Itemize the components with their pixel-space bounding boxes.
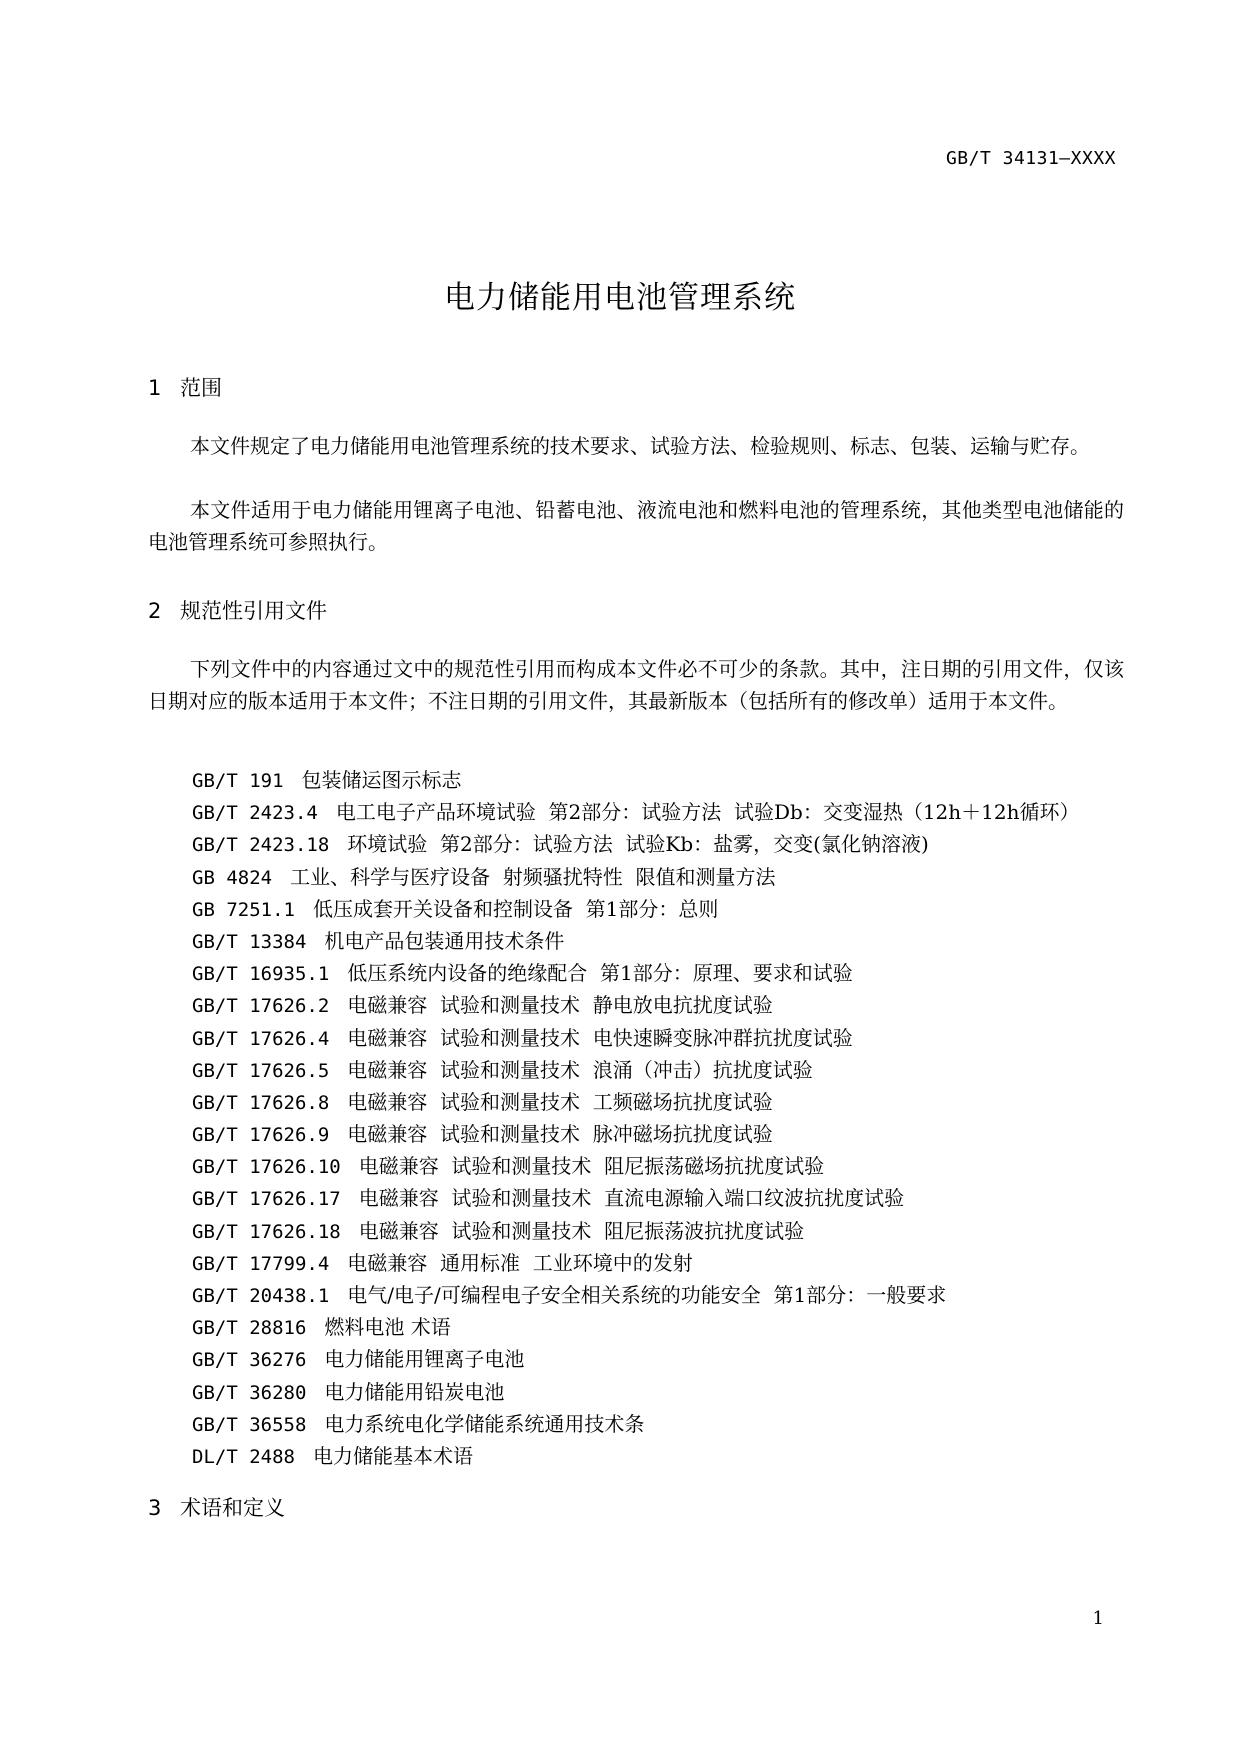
reference-title: 电力储能基本术语 <box>312 1443 473 1468</box>
reference-title: 电工电子产品环境试验 第2部分：试验方法 试验Db：交变湿热（12h＋12h循环） <box>335 800 1080 825</box>
reference-list <box>192 764 1080 1472</box>
reference-title: 电力系统电化学储能系统通用技术条 <box>324 1411 645 1436</box>
reference-code: GB 4824 <box>192 866 273 889</box>
reference-code: GB/T 17799.4 <box>192 1252 330 1275</box>
section-number: 3 <box>148 1496 162 1520</box>
reference-code: GB/T 13384 <box>192 930 307 953</box>
reference-title: 电磁兼容 试验和测量技术 直流电源输入端口纹波抗扰度试验 <box>358 1186 905 1211</box>
reference-title: 电磁兼容 试验和测量技术 阻尼振荡波抗扰度试验 <box>358 1218 805 1243</box>
section-heading-scope <box>148 372 222 402</box>
reference-item <box>192 1376 1080 1408</box>
reference-code: GB/T 28816 <box>192 1317 307 1340</box>
reference-item <box>192 1182 1080 1214</box>
reference-item <box>192 1054 1080 1086</box>
reference-title: 机电产品包装通用技术条件 <box>324 928 565 953</box>
section-title: 术语和定义 <box>180 1496 285 1520</box>
reference-item <box>192 796 1080 828</box>
reference-code: GB/T 17626.4 <box>192 1027 330 1050</box>
reference-item <box>192 1022 1080 1054</box>
references-intro-paragraph: 下列文件中的内容通过文中的规范性引用而构成本文件必不可少的条款。其中，注日期的引用文件，仅该日期对应的版本适用于本文件；不注日期的引用文件，其最新版本（包括所有的修改单）适用于本文件。 <box>148 657 1124 713</box>
reference-item <box>192 1086 1080 1118</box>
reference-item <box>192 1279 1080 1311</box>
reference-code: GB 7251.1 <box>192 898 295 921</box>
reference-code: GB/T 36280 <box>192 1381 307 1404</box>
reference-code: GB/T 20438.1 <box>192 1285 330 1307</box>
reference-item <box>192 764 1080 796</box>
section-number: 2 <box>148 599 162 623</box>
reference-item <box>192 925 1080 957</box>
reference-item <box>192 989 1080 1021</box>
reference-title: 电磁兼容 试验和测量技术 阻尼振荡磁场抗扰度试验 <box>358 1154 825 1179</box>
reference-title: 电磁兼容 试验和测量技术 浪涌（冲击）抗扰度试验 <box>347 1057 813 1082</box>
reference-code: GB/T 16935.1 <box>192 963 330 986</box>
reference-item <box>192 1440 1080 1472</box>
reference-title: 低压成套开关设备和控制设备 第1部分：总则 <box>312 896 719 921</box>
reference-code: GB/T 36276 <box>192 1349 307 1372</box>
reference-code: GB/T 17626.8 <box>192 1091 330 1114</box>
scope-paragraph-2: 本文件适用于电力储能用锂离子电池、铅蓄电池、液流电池和燃料电池的管理系统，其他类型电池储能的电池管理系统可参照执行。 <box>148 498 1124 554</box>
reference-item <box>192 957 1080 989</box>
reference-code: GB/T 2423.18 <box>192 834 330 857</box>
reference-title: 电气/电子/可编程电子安全相关系统的功能安全 第1部分：一般要求 <box>347 1283 947 1307</box>
section-heading-normative-references <box>148 595 327 625</box>
reference-item <box>192 1311 1080 1343</box>
reference-item <box>192 1118 1080 1150</box>
page-number: 1 <box>1092 1608 1104 1629</box>
reference-item <box>192 1247 1080 1279</box>
reference-code: GB/T 17626.10 <box>192 1156 341 1179</box>
section-title: 规范性引用文件 <box>180 599 327 623</box>
reference-code: GB/T 17626.9 <box>192 1124 330 1147</box>
reference-title: 电磁兼容 试验和测量技术 电快速瞬变脉冲群抗扰度试验 <box>347 1025 853 1050</box>
reference-item <box>192 828 1080 860</box>
reference-title: 燃料电池 术语 <box>324 1315 451 1340</box>
reference-title: 电力储能用铅炭电池 <box>324 1379 505 1404</box>
reference-item <box>192 1215 1080 1247</box>
reference-code: GB/T 2423.4 <box>192 802 318 825</box>
document-title: 电力储能用电池管理系统 <box>444 280 796 316</box>
reference-code: GB/T 17626.5 <box>192 1059 330 1082</box>
reference-title: 电磁兼容 试验和测量技术 脉冲磁场抗扰度试验 <box>347 1122 773 1147</box>
reference-code: GB/T 36558 <box>192 1413 307 1436</box>
reference-code: GB/T 17626.17 <box>192 1188 341 1211</box>
standard-code: GB/T 34131—XXXX <box>945 148 1116 169</box>
reference-item <box>192 861 1080 893</box>
reference-item <box>192 1150 1080 1182</box>
reference-title: 低压系统内设备的绝缘配合 第1部分：原理、要求和试验 <box>347 961 853 986</box>
reference-code: GB/T 17626.2 <box>192 995 330 1018</box>
reference-title: 环境试验 第2部分：试验方法 试验Kb：盐雾，交变(氯化钠溶液) <box>347 832 929 857</box>
reference-code: GB/T 17626.18 <box>192 1220 341 1243</box>
section-title: 范围 <box>180 376 222 400</box>
reference-item <box>192 893 1080 925</box>
reference-title: 包装储运图示标志 <box>301 768 462 792</box>
reference-item <box>192 1408 1080 1440</box>
reference-title: 工业、科学与医疗设备 射频骚扰特性 限值和测量方法 <box>290 864 776 889</box>
reference-code: GB/T 191 <box>192 770 284 792</box>
reference-item <box>192 1343 1080 1375</box>
reference-title: 电磁兼容 通用标准 工业环境中的发射 <box>347 1250 693 1275</box>
reference-title: 电磁兼容 试验和测量技术 工频磁场抗扰度试验 <box>347 1089 773 1114</box>
section-number: 1 <box>148 376 162 400</box>
scope-paragraph-1: 本文件规定了电力储能用电池管理系统的技术要求、试验方法、检验规则、标志、包装、运输与贮存。 <box>190 434 1090 458</box>
section-heading-terms <box>148 1492 285 1522</box>
reference-title: 电力储能用锂离子电池 <box>324 1347 525 1372</box>
reference-title: 电磁兼容 试验和测量技术 静电放电抗扰度试验 <box>347 993 773 1018</box>
reference-code: DL/T 2488 <box>192 1445 295 1468</box>
